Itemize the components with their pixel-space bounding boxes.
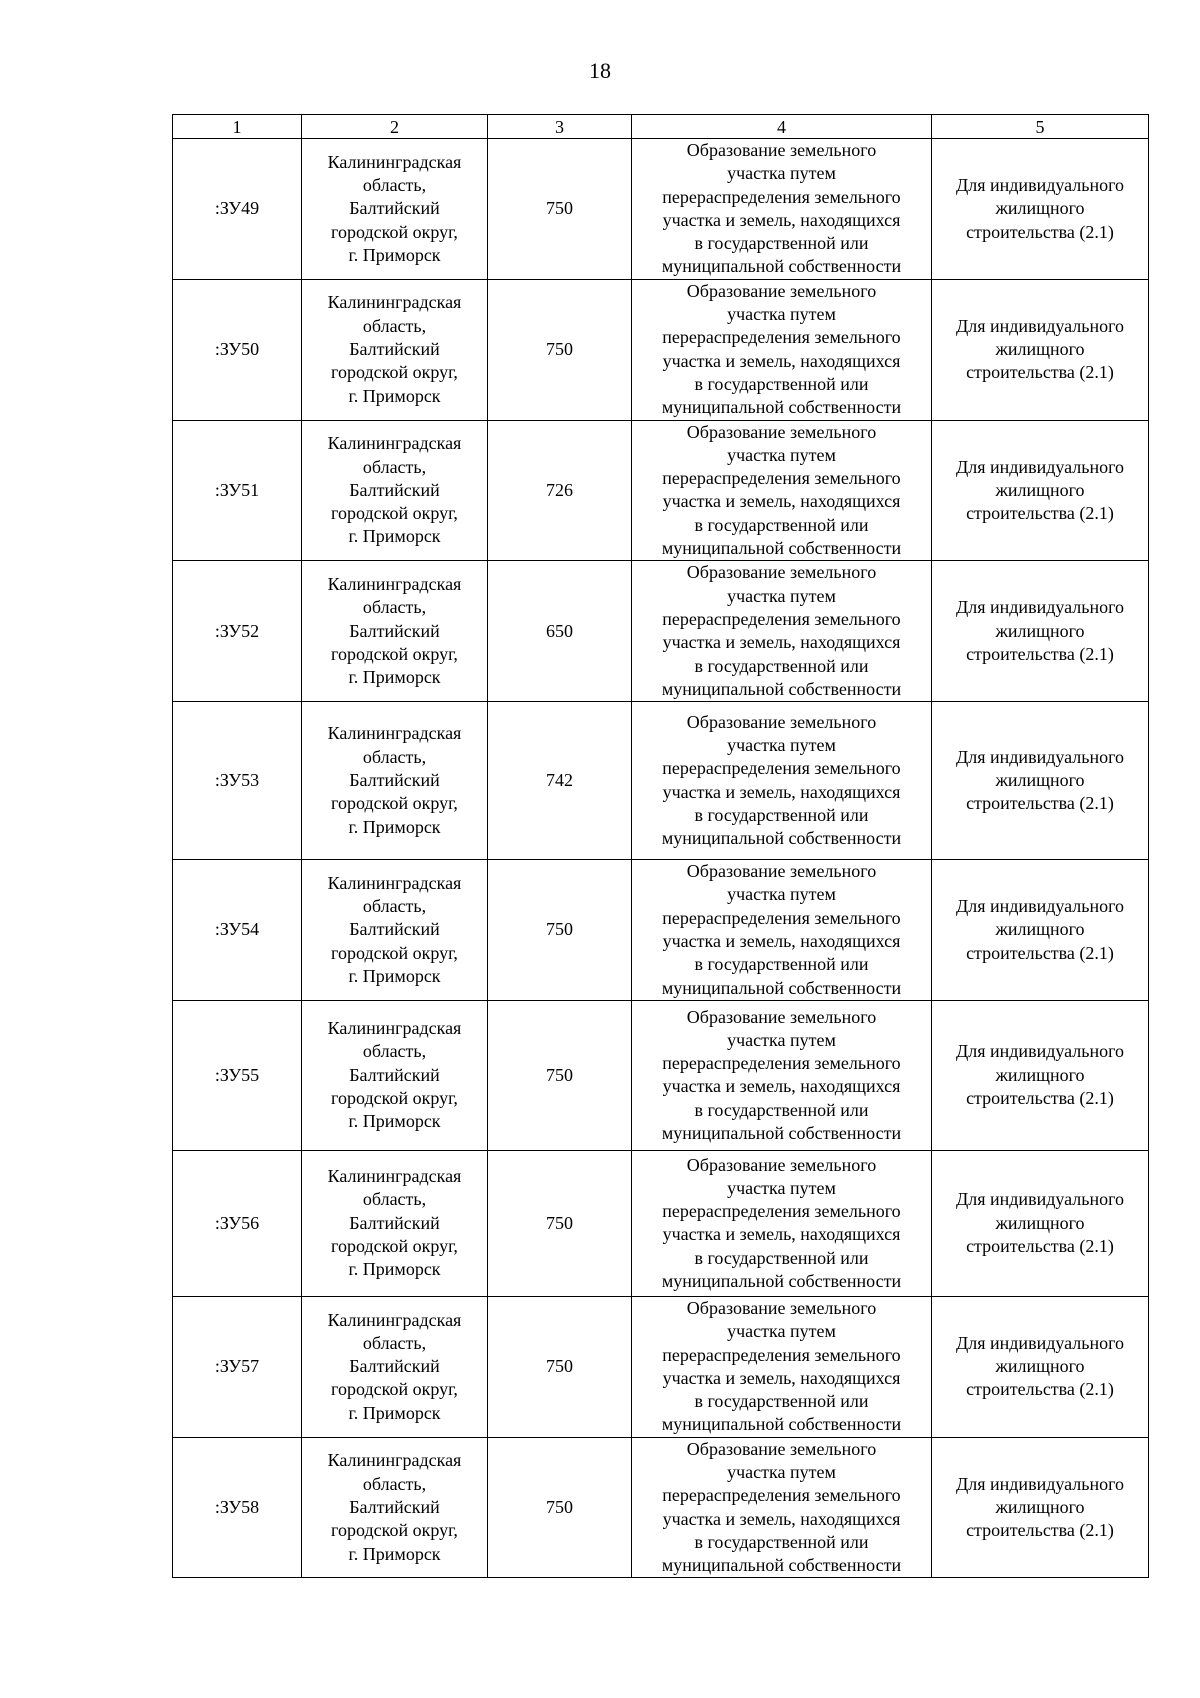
table-row	[173, 561, 1149, 702]
formation-method-text: Образование земельного участка путем перераспределения земельного участка и земель, находящихся в государственной или муниципальной собственности	[661, 1154, 902, 1291]
page-number: 18	[589, 58, 611, 83]
plot-id-cell: :ЗУ58	[173, 1437, 302, 1578]
formation-method-cell	[632, 1000, 932, 1150]
location-cell	[302, 420, 488, 561]
permitted-use-cell	[932, 139, 1149, 280]
column-number-1: 1	[173, 115, 302, 139]
formation-method-text: Образование земельного участка путем перераспределения земельного участка и земель, находящихся в государственной или муниципальной собственности	[661, 711, 902, 849]
formation-method-cell	[632, 139, 932, 280]
location-text: Калининградская область, Балтийский городской округ, г. Приморск	[327, 1450, 462, 1564]
location-text: Калининградская область, Балтийский городской округ, г. Приморск	[327, 1018, 462, 1132]
plot-id-cell: :ЗУ54	[173, 860, 302, 1001]
location-cell	[302, 1150, 488, 1296]
formation-method-text: Образование земельного участка путем перераспределения земельного участка и земель, находящихся в государственной или муниципальной собственности	[661, 861, 902, 998]
plot-id-cell: :ЗУ55	[173, 1000, 302, 1150]
area-cell: 742	[488, 702, 632, 860]
table-row	[173, 702, 1149, 860]
location-cell	[302, 279, 488, 420]
permitted-use-cell	[932, 561, 1149, 702]
plot-id-cell: :ЗУ57	[173, 1296, 302, 1437]
formation-method-text: Образование земельного участка путем перераспределения земельного участка и земель, находящихся в государственной или муниципальной собственности	[661, 280, 902, 418]
formation-method-cell	[632, 1296, 932, 1437]
permitted-use-text: Для индивидуального жилищного строительства (2.1)	[955, 746, 1125, 814]
permitted-use-text: Для индивидуального жилищного строительства (2.1)	[955, 896, 1125, 963]
area-cell: 650	[488, 561, 632, 702]
formation-method-cell	[632, 279, 932, 420]
table-row	[173, 860, 1149, 1001]
formation-method-text: Образование земельного участка путем перераспределения земельного участка и земель, находящихся в государственной или муниципальной собственности	[661, 1297, 902, 1435]
area-cell: 726	[488, 420, 632, 561]
permitted-use-cell	[932, 1000, 1149, 1150]
permitted-use-text: Для индивидуального жилищного строительства (2.1)	[955, 1332, 1125, 1400]
permitted-use-text: Для индивидуального жилищного строительства (2.1)	[955, 1473, 1125, 1541]
area-cell: 750	[488, 1437, 632, 1578]
location-cell	[302, 702, 488, 860]
permitted-use-cell	[932, 1296, 1149, 1437]
permitted-use-cell	[932, 1437, 1149, 1578]
location-text: Калининградская область, Балтийский городской округ, г. Приморск	[327, 723, 462, 837]
permitted-use-text: Для индивидуального жилищного строительства (2.1)	[955, 1041, 1125, 1109]
location-cell	[302, 1296, 488, 1437]
location-cell	[302, 139, 488, 280]
column-number-5: 5	[932, 115, 1149, 139]
formation-method-text: Образование земельного участка путем перераспределения земельного участка и земель, находящихся в государственной или муниципальной собственности	[661, 140, 902, 277]
formation-method-cell	[632, 1437, 932, 1578]
plot-id-cell: :ЗУ51	[173, 420, 302, 561]
formation-method-cell	[632, 420, 932, 561]
formation-method-cell	[632, 1150, 932, 1296]
table-header-row	[173, 115, 1149, 139]
table-row	[173, 139, 1149, 280]
formation-method-cell	[632, 702, 932, 860]
table-row	[173, 1437, 1149, 1578]
plot-id-cell: :ЗУ53	[173, 702, 302, 860]
land-plots-table	[172, 114, 1149, 1578]
table-row	[173, 1296, 1149, 1437]
table-row	[173, 420, 1149, 561]
area-cell: 750	[488, 860, 632, 1001]
area-cell: 750	[488, 1000, 632, 1150]
permitted-use-text: Для индивидуального жилищного строительства (2.1)	[955, 597, 1125, 664]
location-text: Калининградская область, Балтийский городской округ, г. Приморск	[327, 292, 462, 406]
permitted-use-text: Для индивидуального жилищного строительства (2.1)	[955, 174, 1125, 242]
plot-id-cell: :ЗУ56	[173, 1150, 302, 1296]
permitted-use-cell	[932, 860, 1149, 1001]
formation-method-cell	[632, 860, 932, 1001]
location-text: Калининградская область, Балтийский городской округ, г. Приморск	[327, 872, 462, 986]
column-number-3: 3	[488, 115, 632, 139]
formation-method-cell	[632, 561, 932, 702]
column-number-2: 2	[302, 115, 488, 139]
area-cell: 750	[488, 1150, 632, 1296]
formation-method-text: Образование земельного участка путем перераспределения земельного участка и земель, находящихся в государственной или муниципальной собственности	[661, 1006, 902, 1143]
permitted-use-text: Для индивидуального жилищного строительства (2.1)	[955, 456, 1125, 524]
location-text: Калининградская область, Балтийский городской округ, г. Приморск	[327, 1166, 462, 1280]
permitted-use-text: Для индивидуального жилищного строительства (2.1)	[955, 1189, 1125, 1257]
location-cell	[302, 1000, 488, 1150]
permitted-use-text: Для индивидуального жилищного строительства (2.1)	[955, 315, 1125, 383]
plot-id-cell: :ЗУ52	[173, 561, 302, 702]
location-text: Калининградская область, Балтийский городской округ, г. Приморск	[327, 151, 462, 265]
permitted-use-cell	[932, 279, 1149, 420]
location-cell	[302, 561, 488, 702]
location-cell	[302, 1437, 488, 1578]
table-row	[173, 1150, 1149, 1296]
plot-id-cell: :ЗУ50	[173, 279, 302, 420]
formation-method-text: Образование земельного участка путем перераспределения земельного участка и земель, находящихся в государственной или муниципальной собственности	[661, 421, 902, 559]
area-cell: 750	[488, 1296, 632, 1437]
permitted-use-cell	[932, 702, 1149, 860]
plot-id-cell: :ЗУ49	[173, 139, 302, 280]
permitted-use-cell	[932, 420, 1149, 561]
table-row	[173, 279, 1149, 420]
area-cell: 750	[488, 279, 632, 420]
permitted-use-cell	[932, 1150, 1149, 1296]
formation-method-text: Образование земельного участка путем перераспределения земельного участка и земель, находящихся в государственной или муниципальной собственности	[661, 562, 902, 699]
location-cell	[302, 860, 488, 1001]
location-text: Калининградская область, Балтийский городской округ, г. Приморск	[327, 1309, 462, 1423]
location-text: Калининградская область, Балтийский городской округ, г. Приморск	[327, 573, 462, 688]
area-cell: 750	[488, 139, 632, 280]
location-text: Калининградская область, Балтийский городской округ, г. Приморск	[327, 433, 462, 547]
table-row	[173, 1000, 1149, 1150]
formation-method-text: Образование земельного участка путем перераспределения земельного участка и земель, находящихся в государственной или муниципальной собственности	[661, 1438, 902, 1576]
column-number-4: 4	[632, 115, 932, 139]
